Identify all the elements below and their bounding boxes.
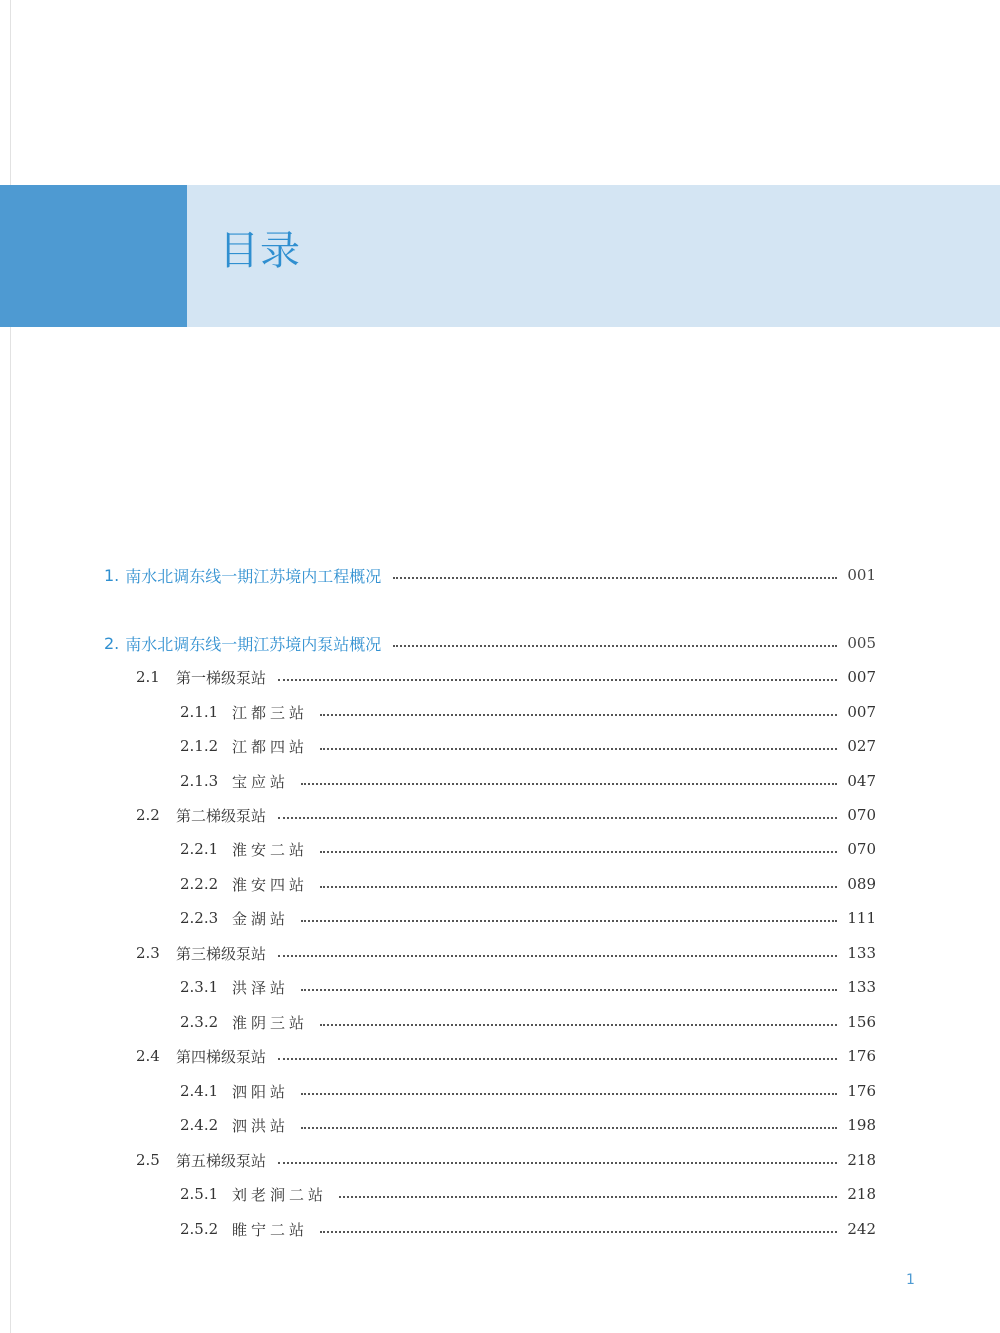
toc-dot-leader [278,1162,837,1164]
toc-entry-number: 2.1.3 [180,772,219,790]
toc-entry[interactable] [136,941,876,965]
toc-entry[interactable] [180,1182,876,1206]
toc-entry-page: 070 [847,806,876,824]
toc-entry[interactable] [104,563,876,587]
toc-entry-label: 淮安四站 [232,875,309,894]
toc-dot-leader [320,748,837,750]
toc-entry-label: 泗洪站 [232,1116,290,1135]
toc-entry[interactable] [136,665,876,689]
toc-entry[interactable] [180,837,876,861]
toc-entry[interactable] [180,906,876,930]
toc-entry-number: 2.2.1 [180,840,219,858]
toc-entry-label: 南水北调东线一期江苏境内泵站概况 [125,634,382,654]
toc-entry-page: 218 [847,1185,876,1203]
toc-entry-label: 刘老涧二站 [232,1185,328,1204]
toc-entry-number: 2.4.2 [180,1116,219,1134]
toc-dot-leader [339,1196,837,1198]
toc-entry-number: 2.2.2 [180,875,219,893]
toc-entry-page: 111 [847,909,876,927]
toc-entry-label: 睢宁二站 [232,1220,309,1239]
toc-entry-number: 2.4.1 [180,1082,219,1100]
toc-entry-number: 2.1.2 [180,737,219,755]
toc-dot-leader [393,645,837,647]
toc-entry-page: 005 [847,634,876,652]
toc-dot-leader [320,714,837,716]
toc-entry-page: 027 [847,737,876,755]
toc-entry[interactable] [180,1079,876,1103]
toc-entry-label: 第一梯级泵站 [176,668,267,687]
toc-entry-label: 洪泽站 [232,978,290,997]
toc-entry-number: 2.1 [136,668,160,686]
toc-entry[interactable] [180,769,876,793]
toc-entry-number: 2.2 [136,806,160,824]
toc-entry-label: 宝应站 [232,772,290,791]
toc-entry-number: 2.3.2 [180,1013,219,1031]
toc-entry[interactable] [136,1148,876,1172]
toc-entry-label: 金湖站 [232,909,290,928]
toc-dot-leader [278,1058,837,1060]
toc-entry-page: 007 [847,703,876,721]
toc-entry[interactable] [104,631,876,655]
toc-entry[interactable] [136,803,876,827]
toc-entry-label: 第五梯级泵站 [176,1151,267,1170]
toc-entry-label: 淮安二站 [232,840,309,859]
toc-dot-leader [301,783,837,785]
toc-entry-number: 2.3.1 [180,978,219,996]
toc-dot-leader [320,886,837,888]
toc-entry-label: 第三梯级泵站 [176,944,267,963]
toc-entry[interactable] [136,1044,876,1068]
toc-entry-number: 2.5.2 [180,1220,219,1238]
toc-entry-number: 1. [104,565,120,585]
toc-dot-leader [301,1127,837,1129]
toc-entry-number: 2.2.3 [180,909,219,927]
toc-dot-leader [320,1231,837,1233]
toc-entry-page: 242 [847,1220,876,1238]
toc-entry-page: 218 [847,1151,876,1169]
toc-entry-page: 007 [847,668,876,686]
toc-dot-leader [301,1093,837,1095]
toc-entry-page: 198 [847,1116,876,1134]
toc-dot-leader [320,851,837,853]
toc-entry-label: 江都三站 [232,703,309,722]
toc-entry-page: 047 [847,772,876,790]
toc-dot-leader [278,679,837,681]
toc-dot-leader [320,1024,837,1026]
toc-entry-label: 江都四站 [232,737,309,756]
toc-entry-number: 2.3 [136,944,160,962]
toc-entry-page: 133 [847,978,876,996]
toc-dot-leader [278,817,837,819]
toc-entry-label: 泗阳站 [232,1082,290,1101]
toc-entry-label: 第四梯级泵站 [176,1047,267,1066]
toc-entry[interactable] [180,700,876,724]
toc-entry[interactable] [180,872,876,896]
toc-entry-page: 156 [847,1013,876,1031]
toc-dot-leader [301,989,837,991]
page-number: 1 [906,1272,915,1288]
toc-entry-number: 2.5 [136,1151,160,1169]
toc-entry-page: 176 [847,1047,876,1065]
toc-entry[interactable] [180,734,876,758]
toc-dot-leader [301,920,837,922]
toc-entry[interactable] [180,975,876,999]
toc-entry[interactable] [180,1113,876,1137]
toc-dot-leader [278,955,837,957]
toc-entry-label: 第二梯级泵站 [176,806,267,825]
page-title: 目录 [219,228,301,274]
toc-entry-number: 2. [104,633,120,653]
toc-entry-page: 133 [847,944,876,962]
toc-entry-page: 089 [847,875,876,893]
toc-entry-page: 001 [847,566,876,584]
toc-dot-leader [393,577,837,579]
toc-entry-page: 176 [847,1082,876,1100]
toc-entry-label: 淮阴三站 [232,1013,309,1032]
toc-entry-page: 070 [847,840,876,858]
toc-entry-label: 南水北调东线一期江苏境内工程概况 [125,566,382,586]
toc-entry-number: 2.1.1 [180,703,219,721]
toc-entry[interactable] [180,1217,876,1241]
toc-entry[interactable] [180,1010,876,1034]
toc-entry-number: 2.4 [136,1047,160,1065]
toc-entry-number: 2.5.1 [180,1185,219,1203]
